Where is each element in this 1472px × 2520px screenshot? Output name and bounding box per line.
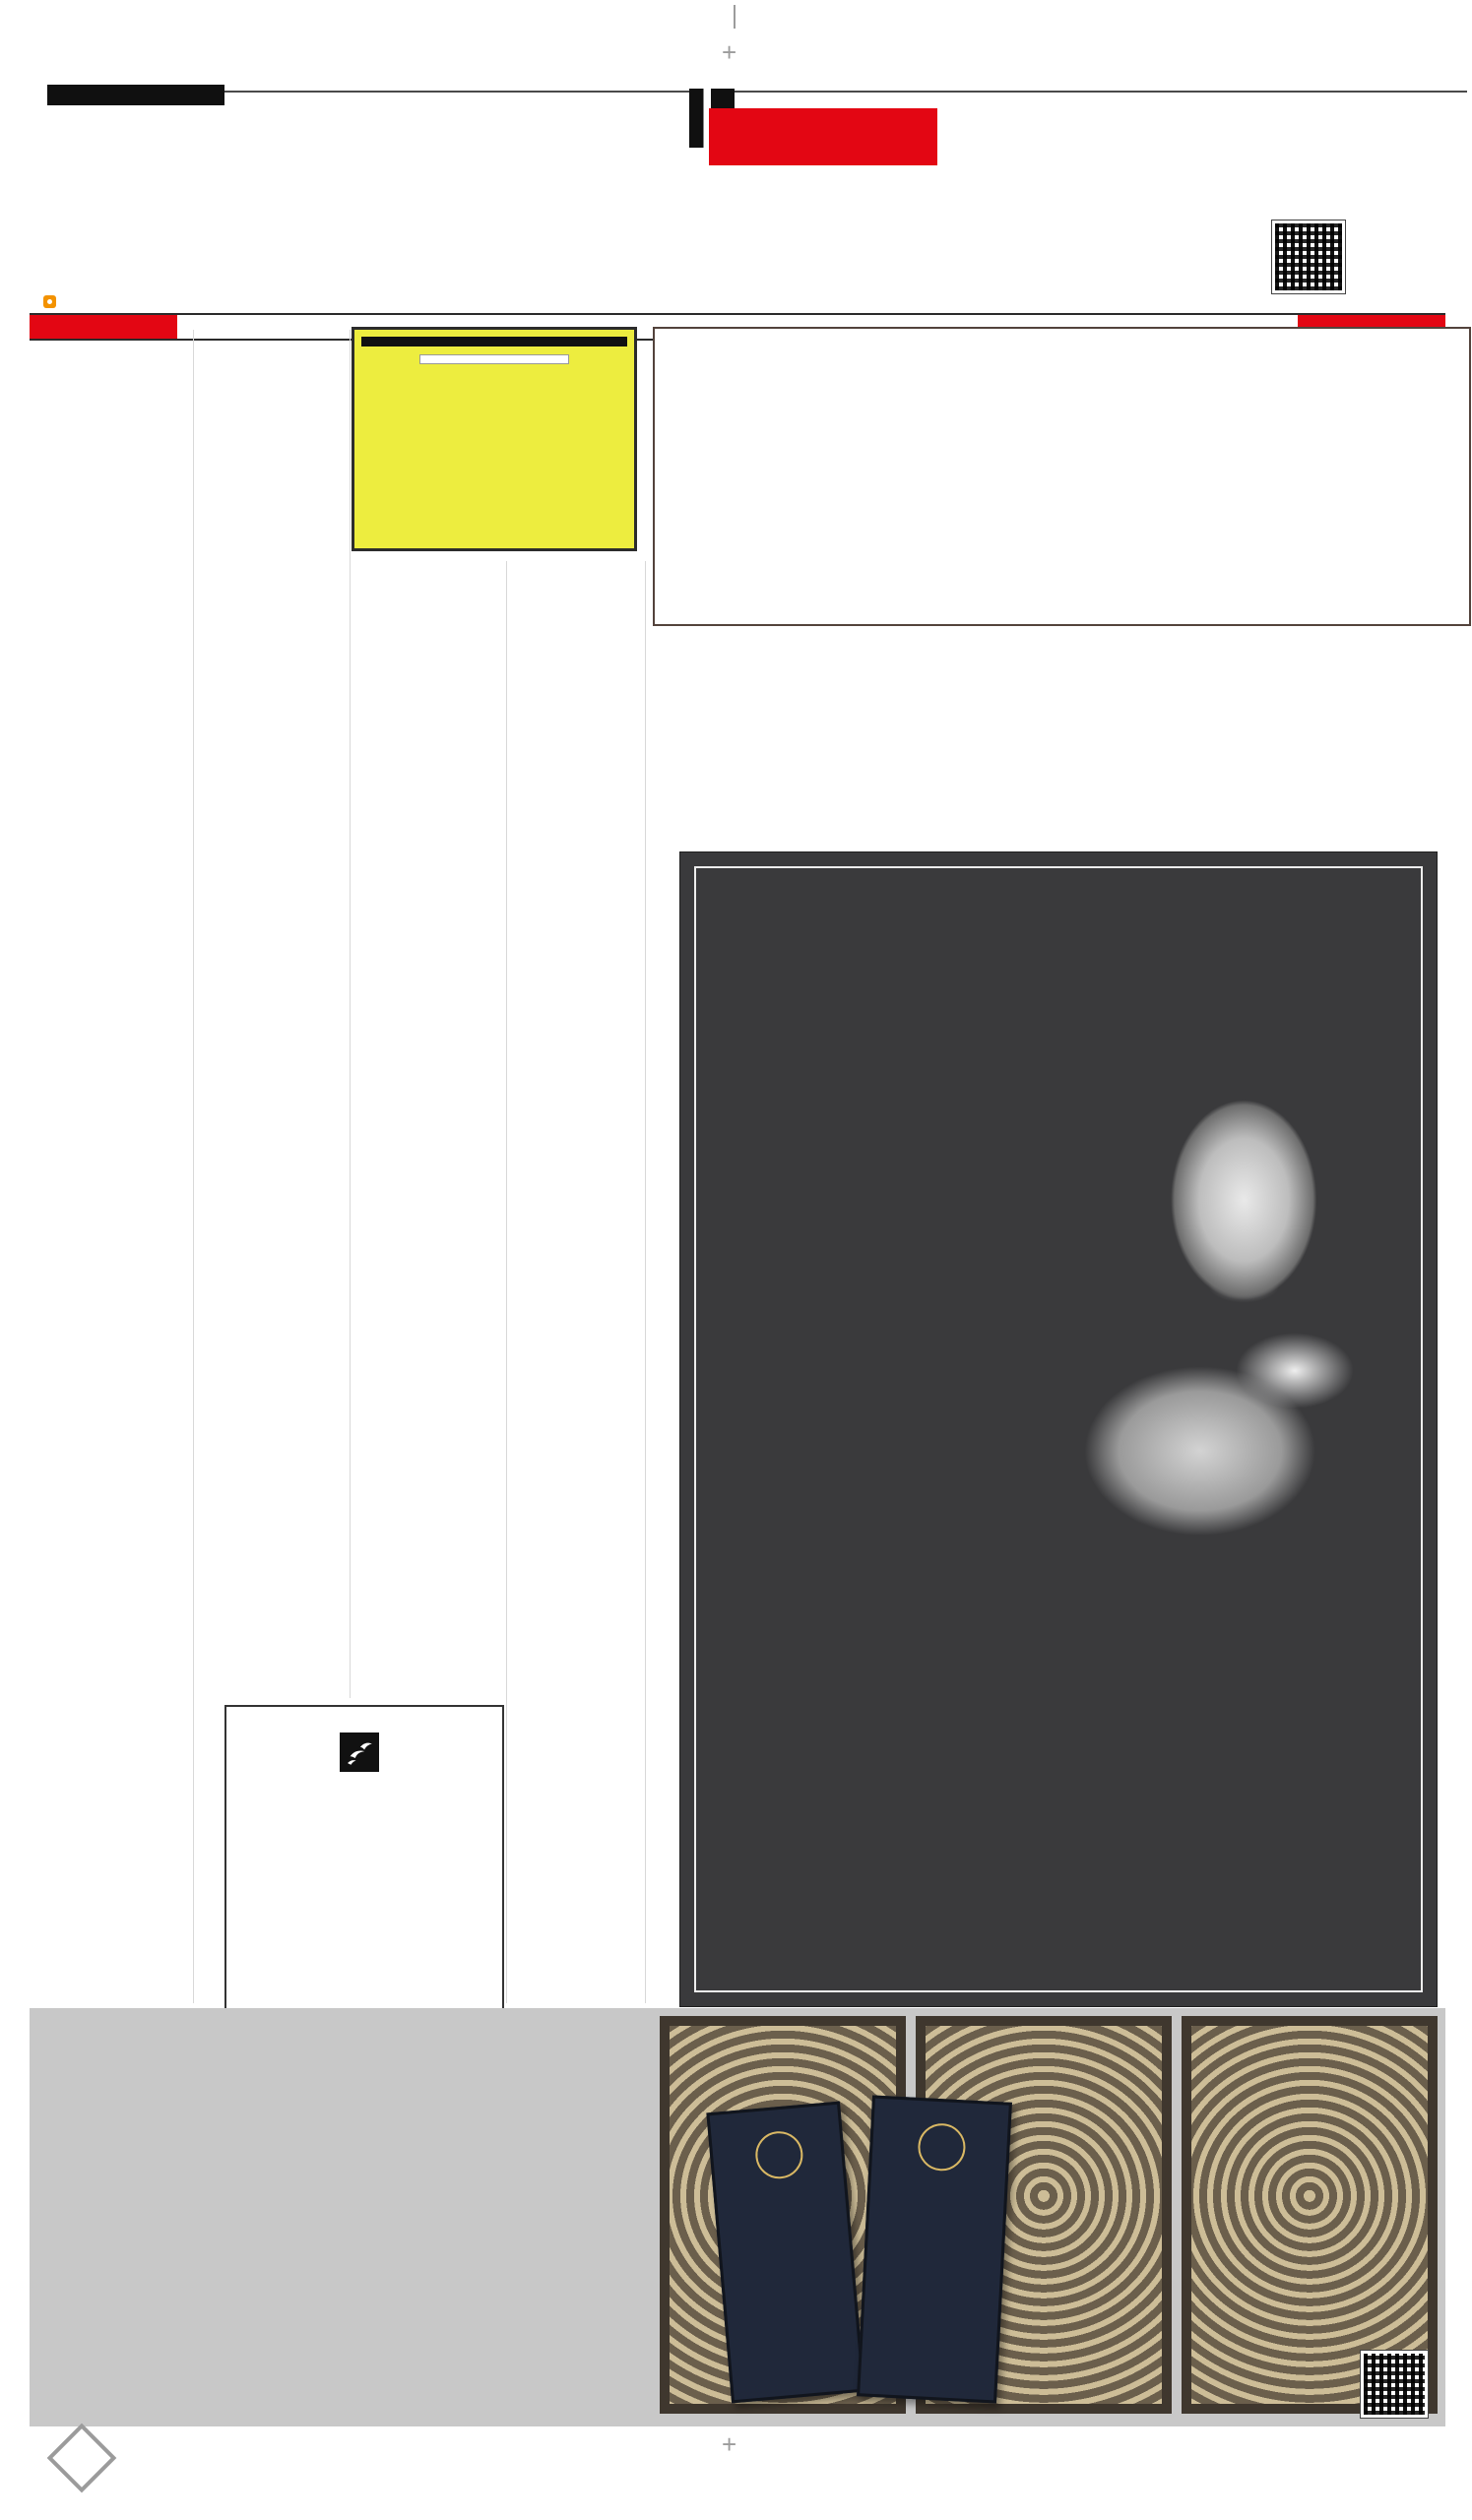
book2-title-l2 bbox=[870, 2187, 1004, 2194]
pricing-bar-red-left bbox=[30, 315, 177, 339]
led-ad-headline bbox=[361, 337, 627, 346]
memorial-portrait-photo bbox=[1040, 1049, 1404, 1551]
website-line bbox=[43, 294, 61, 309]
ekselans-logo bbox=[419, 354, 569, 364]
book2-volume bbox=[861, 2385, 994, 2392]
hurriyet-logo bbox=[689, 89, 945, 167]
masthead bbox=[272, 150, 286, 266]
qr-code-book-ad bbox=[1361, 2351, 1428, 2418]
teb-logo bbox=[226, 1732, 502, 1772]
qr-code-header bbox=[1272, 220, 1345, 293]
column-divider bbox=[645, 561, 646, 2003]
demiroren-publisher-logo bbox=[51, 2433, 122, 2483]
book1-title bbox=[717, 2193, 845, 2204]
column-divider bbox=[193, 330, 194, 2003]
book1-title-l2 bbox=[717, 2193, 845, 2204]
condolence-ad bbox=[224, 1705, 504, 2018]
book1-title-l1 bbox=[717, 2193, 845, 2204]
header-black-bar bbox=[47, 85, 224, 105]
authorized-agencies-box bbox=[653, 327, 1471, 626]
crop-mark-top bbox=[734, 5, 736, 29]
book-cover-1 bbox=[706, 2102, 864, 2404]
book-cover-2 bbox=[857, 2095, 1012, 2403]
crop-cross-top: + bbox=[722, 37, 737, 67]
book-ad-band bbox=[30, 2008, 1445, 2426]
led-screen-ad bbox=[352, 327, 637, 551]
hurriyet-logo-wordmark bbox=[709, 108, 937, 165]
memorial-ad bbox=[679, 851, 1438, 2007]
book2-title-l1 bbox=[870, 2187, 1004, 2194]
column-divider bbox=[350, 330, 351, 1698]
book1-subtitle bbox=[717, 2193, 845, 2204]
crop-cross-bottom: + bbox=[722, 2429, 737, 2459]
book2-subtitle bbox=[870, 2187, 1004, 2194]
demiroren-diamond-icon bbox=[47, 2424, 117, 2493]
column-divider bbox=[506, 561, 507, 2003]
teb-logo-icon bbox=[340, 1732, 379, 1772]
book2-title bbox=[870, 2187, 1004, 2194]
agencies-note bbox=[655, 337, 1469, 354]
hurriyet-favicon-icon bbox=[43, 295, 56, 308]
book1-volume bbox=[734, 2381, 862, 2392]
